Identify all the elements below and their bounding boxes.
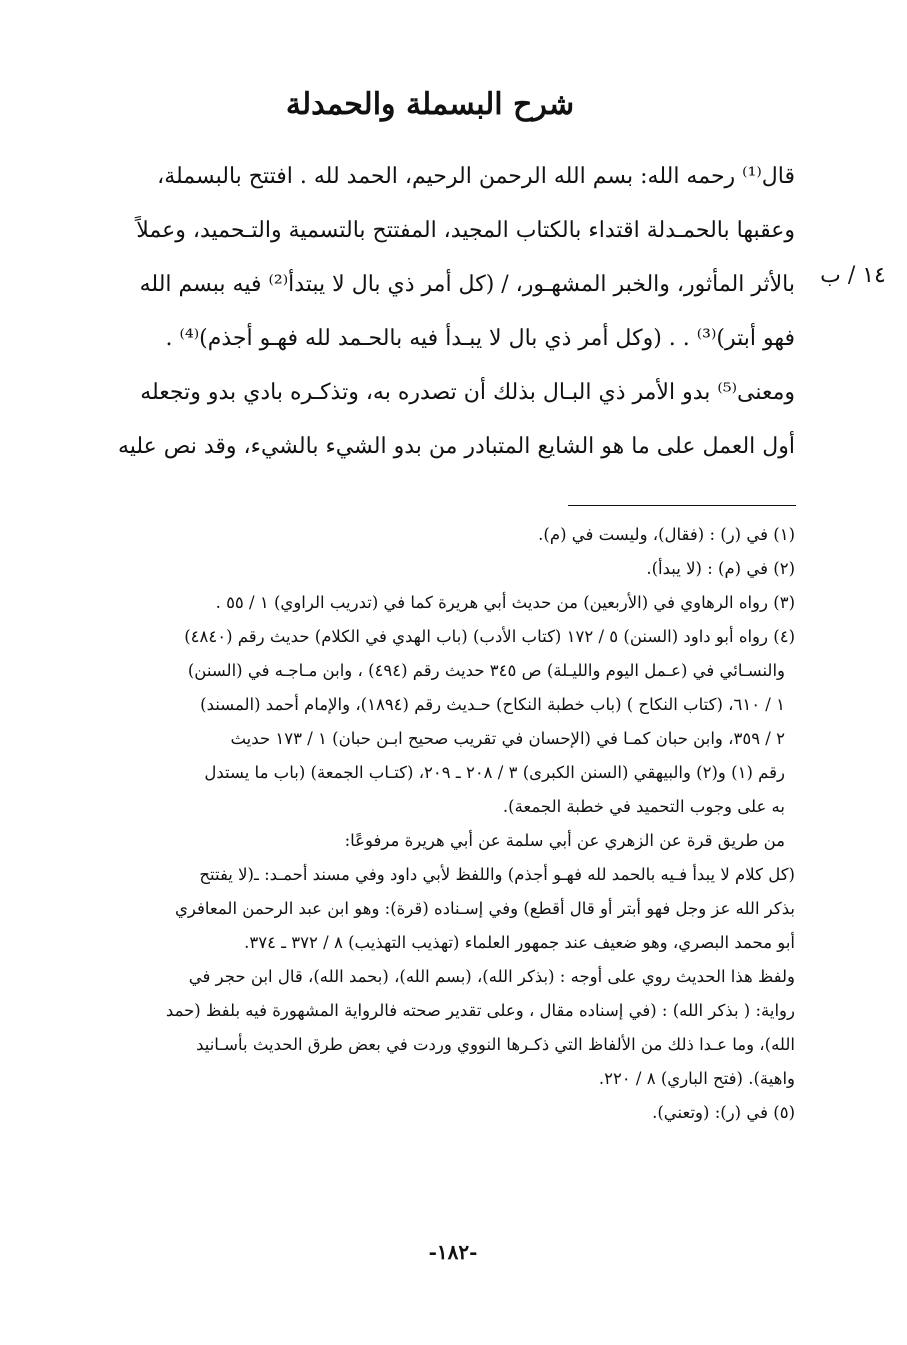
footnote-line: (٣) رواه الرهاوي في (الأربعين) من حديث أبي هريرة كما في (تدريب الراوي) ١ / ٥٥ . [215, 593, 795, 612]
margin-folio-note: ١٤ / ب [820, 263, 886, 288]
footnote-line: الله)، وما عـدا ذلك من الألفاظ التي ذكـرها النووي وردت في بعض طرق الحديث بأسـانيد [196, 1035, 795, 1054]
main-text-line: بالأثر المأثور، والخبر المشهـور، / (كل أمر ذي بال لا يبتدأ⁽²⁾ فيه ببسم الله [139, 272, 795, 297]
footnote-line: ١ / ٦١٠، (كتاب النكاح ) (باب خطبة النكاح) حـديث رقم (١٨٩٤)، والإمام أحمد (المسند) [200, 695, 785, 714]
footnote-line: ولفظ هذا الحديث روي على أوجه : (بذكر الله)، (بسم الله)، (بحمد الله)، قال ابن حجر في [188, 967, 795, 986]
footnote-line: واهية). (فتح الباري) ٨ / ٢٢٠. [598, 1069, 795, 1088]
main-text-line: فهو أبتر)⁽³⁾ . . (وكل أمر ذي بال لا يبـدأ فيه بالحـمد لله فهـو أجذم)⁽⁴⁾ . [165, 326, 795, 351]
footnote-line: أبو محمد البصري، وهو ضعيف عند جمهور العلماء (تهذيب التهذيب) ٨ / ٣٧٢ ـ ٣٧٤. [244, 933, 795, 952]
footnote-line: ٢ / ٣٥٩، وابن حبان كمـا في (الإحسان في تقريب صحيح ابـن حبان) ١ / ١٧٣ حديث [230, 729, 785, 748]
page-number: -١٨٢- [428, 1240, 478, 1264]
main-text-line: أول العمل على ما هو الشايع المتبادر من بدو الشيء بالشيء، وقد نص عليه [117, 434, 795, 459]
footnote-line: رواية: ( بذكر الله) : (في إسناده مقال ، وعلى تقدير صحته فالرواية المشهورة فيه بلفظ (حمد [165, 1001, 795, 1020]
footnotes [100, 518, 795, 1130]
footnote-line: رقم (١) و(٢) والبيهقي (السنن الكبرى) ٣ / ٢٠٨ ـ ٢٠٩، (كتـاب الجمعة) (باب ما يستدل [204, 763, 785, 782]
footnote-line: بذكر الله عز وجل فهو أبتر أو قال أقطع) وفي إسـناده (قرة): وهو ابن عبد الرحمن المعافري [174, 899, 795, 918]
main-text [95, 150, 795, 474]
footnote-line: (٢) في (م) : (لا يبدأ). [646, 559, 795, 578]
footnote-line: (١) في (ر) : (فقال)، وليست في (م). [538, 525, 795, 544]
footnote-line: (٤) رواه أبو داود (السنن) ٥ / ١٧٢ (كتاب الأدب) (باب الهدي في الكلام) حديث رقم (٤٨٤٠) [184, 627, 795, 646]
footnote-line: به على وجوب التحميد في خطبة الجمعة). [502, 797, 785, 816]
main-text-line: قال⁽¹⁾ رحمه الله: بسم الله الرحمن الرحيم، الحمد لله . افتتح بالبسملة، [157, 164, 795, 189]
main-text-line: ومعنى⁽⁵⁾ بدو الأمر ذي البـال بذلك أن تصدره به، وتذكـره بادي بدو وتجعله [140, 380, 795, 405]
footnote-line: (٥) في (ر): (وتعني). [652, 1103, 795, 1122]
footnote-line: والنسـائي في (عـمل اليوم والليـلة) ص ٣٤٥ حديث رقم (٤٩٤) ، وابن مـاجـه في (السنن) [187, 661, 785, 680]
footnote-separator [568, 505, 796, 506]
footnote-line: من طريق قرة عن الزهري عن أبي سلمة عن أبي هريرة مرفوعًا: [344, 831, 785, 850]
page-title: شرح البسملة والحمدلة [285, 87, 575, 122]
main-text-line: وعقبها بالحمـدلة اقتداء بالكتاب المجيد، المفتتح بالتسمية والتـحميد، وعملاً [136, 218, 795, 243]
footnote-line: (كل كلام لا يبدأ فـيه بالحمد لله فهـو أجذم) واللفظ لأبي داود وفي مسند أحمـد: ـ(لا يفتتح [199, 865, 795, 884]
